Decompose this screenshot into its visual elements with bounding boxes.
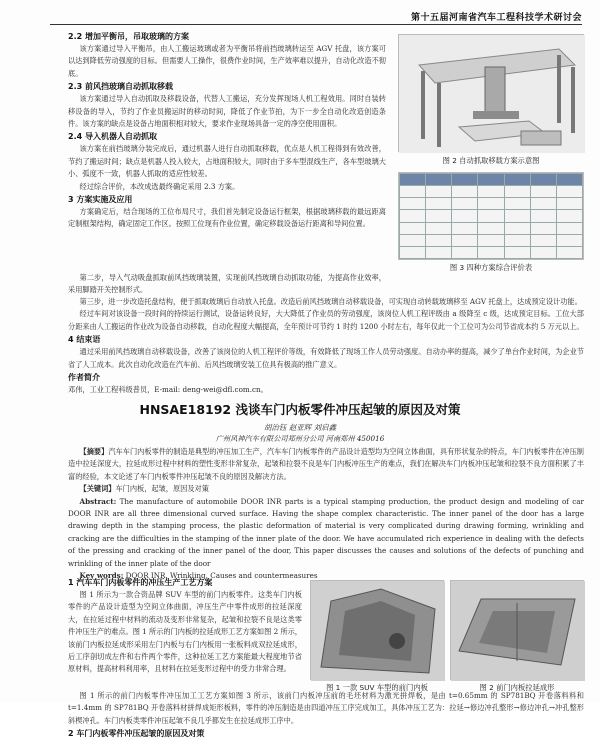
section-2-3-title: 2.3 前风挡玻璃自动抓取移载 [68,82,173,92]
section-3-step2: 第二步，导入气动吸盘抓取前风挡玻璃装置，实现前风挡玻璃自动抓取功能，为提高作业效率，采用脚踏开关控制形式。 [68,273,386,295]
article2-bottom-text [68,690,584,739]
section-2-3-text: 该方案通过导入自动抓取及移载设备，代替人工搬运，充分发挥现场人机工程效用。同时自装转移设备的导入，节约了作业员搬运时的移动时间，降低了作业节拍，为下一步全自动化改造创造条件。该方案的缺点是设备占地面积相对较大，要求作业现场具备一定的净空使用面积。 [68,94,386,129]
section-3-title: 3 方案实施及应用 [68,195,133,205]
figure-2-caption: 图 2 自动抓取移载方案示意图 [442,156,540,165]
article2-section-1-text: 图 1 所示为一款合资品牌 SUV 车型的前门内板零件。这类车门内板零件的产品设计造型为空间立体曲面，冲压生产中零件成形的拉延深度大，在拉延过程中材料的流动及变形非常复杂，起皱和拉裂不良是这类零件冲压生产的难点。图 1 所示的门内板的拉延成形工艺方案如图 2 所示，该前门内板拉延成形采用左门内板与右门内板用一张板料成双拉延成形，后工序剖切成左件和右件两个零件，这种拉延工艺方案能最大程度地节省原材料，提高材料利用率，且材料在拉延变形过程中的受力非常合理。 [68,590,302,674]
drawing-forming-illustration [451,581,585,681]
section-2-4-text: 该方案在前挡玻璃分装完成后，通过机器人进行自动抓取移载，优点是人机工程得到有效改善，节约了搬运时间；缺点是机器人投入较大，占地面积较大，同时由于多车型混线生产，各车型玻璃大小、弧度不一致，机器人抓取的适应性较差。 [68,144,386,179]
keywords-text: 车门内板，起皱，原因及对策 [115,484,209,494]
section-3-text: 方案确定后，结合现场的工位布局尺寸，我们首先制定设备运行框架，根据玻璃移载的最远距离定制框架结构，确定固定工作区。按照工位现有作业位置，确定移载设备运行距离和导间位置。 [68,207,386,229]
article2-title: HNSAE18192 浅谈车门内板零件冲压起皱的原因及对策 [139,402,461,417]
header-rule [50,24,582,25]
article2-affiliation: 广州风神汽车有限公司郑州分公司 河南郑州 450016 [215,434,385,443]
article1-fulltext [68,296,584,396]
figure-1-caption: 图 1 一款 SUV 车型的前门内板 [326,683,428,692]
author-intro-title: 作者简介 [68,373,100,383]
article2-abstract-block [68,446,584,582]
keywords-en-label: Key words: [79,571,124,581]
section-3-results: 经过车间对该设备一段时间的持续运行测试，设备运转良好，大大降低了作业员的劳动强度，该岗位人机工程评级由 a 级降至 c 级，达成预定目标。工位大部分距来由人工搬运的作业改为设备自动移载，自动化程度大幅提高，全年预计可节约 1 时约 1200 小时左右，每年仅此一个工位可为公司节省成本约 5 万元以上。 [68,309,584,331]
abstract-text: 汽车车门内板零件的制造是典型的冲压加工生产，汽车车门内板零件的产品设计造型均为空间立体曲面，具有形状复杂的特点，车门内板零件在冲压制造中拉延深度大，拉延成形过程中材料的塑性变形非常复杂，起皱和拉裂不良是车门内板冲压生产的难点，我们在解决车门内板冲压起皱和拉裂不良方面积累了丰富的经验，本文论述了车门内板零件冲压起皱不良的原因及解决方法。 [68,447,584,481]
door-panel-illustration [311,581,445,681]
figure-1-door-panel [310,580,444,680]
section-2-4-conclusion: 经过综合评价，本改成选最终确定采用 2.3 方案。 [79,181,240,191]
abstract-en-label: Abstract: [79,496,117,506]
author-intro-text: 邓伟，工业工程科级普员，E-mail: deng-wei@dfl.com.cn。 [68,385,268,395]
article2-authors: 胡治钰 赵亚辉 刘启鑫 [263,423,337,432]
figure-2-drawing-forming [450,580,584,680]
article2-section-1-title: 1 汽车车门内板零件的冲压生产工艺方案 [68,578,213,587]
article2-left-column [68,576,302,676]
section-2-2-title: 2.2 增加平衡吊，吊取玻璃的方案 [68,32,189,41]
evaluation-grid [399,173,583,259]
keywords-en-text: DOOR INR, Wrinkling, Causes and countermeasures [125,571,318,581]
article2-section-1-text2: 图 1 所示的前门内板零件冲压加工工艺方案如图 3 所示，该前门内板冲压前的毛坯材料为激光拼焊板，是由 t=0.65mm 的 SP781BQ 开卷落料料和 t=1.4mm 的 SP781BQ 开卷落料材拼焊成矩形板料，零件的冲压制造是由四道冲压工序完成加工，具体冲压工艺为：拉延→修边冲孔整形→修边冲孔→冲孔整形斜楔冲孔。车门内板类零件冲压起皱不良几乎都发生在拉延成形工序中。 [68,691,584,725]
running-header [0,10,600,24]
figure-2b-caption: 图 2 前门内板拉延成形 [479,683,555,692]
abstract-label: 【摘要】 [79,447,109,456]
figure-3-evaluation-table [398,172,584,260]
keywords-label: 【关键词】 [79,484,116,494]
article2-section-2-title: 2 车门内板零件冲压起皱的原因及对策 [68,729,205,739]
gantry-illustration [399,35,585,153]
abstract-en-text: The manufacture of automobile DOOR INR parts is a typical stamping production, the product design and modeling of car DOOR INR are all three dimensional curved surface. Having the shape complex characteristic. The inner panel of the door has a large drawing depth in the stamping process, the plastic deformation of material is very complicated during drawing forming, wrinkling and cracking are the difficulties in the stamping of the inner plate of the door. We have accumulated rich experience in dealing with the defects of the pressing and cracking of the inner panel of the door, This paper discusses the causes and solutions of the defects of punching and wrinkling of the inner plate of the door [68,496,584,568]
article1-left-column [68,30,386,231]
article1-continuation [30,272,586,297]
section-4-text: 通过采用前风挡玻璃自动移载设备，改善了该岗位的人机工程评价等级，有效降低了现场工作人员劳动强度。自动办率的提高，减少了单台作业时间，为企业节省了人工成本。此次自动化改造在汽车前、后风挡玻璃安装工位具有极高的推广意义。 [68,347,584,369]
figure-2-transfer-diagram [398,34,584,152]
section-2-2-text: 该方案通过导入平衡吊，由人工搬运玻璃或者为平衡吊将前挡玻璃转运至 AGV 托盘，该方案可以达到降低劳动强度的目标。但需要人工操作，很费作业时间，生产效率难以提升，自动化改造不彻底。 [68,44,386,78]
section-4-title: 4 结束语 [68,335,101,345]
section-3-step3: 第三步，进一步改造托盘结构，便于抓取玻璃后自动放入托盘。改造后前风挡玻璃自动移载设备，可实现自动转载玻璃移至 AGV 托盘上，达成预定设计功能。 [79,297,582,306]
section-2-4-title: 2.4 导入机器人自动抓取 [68,132,157,142]
journal-title: 第十五届河南省汽车工程科技学术研讨会 [410,13,582,23]
figure-3-caption: 图 3 四种方案综合评价表 [449,263,533,272]
